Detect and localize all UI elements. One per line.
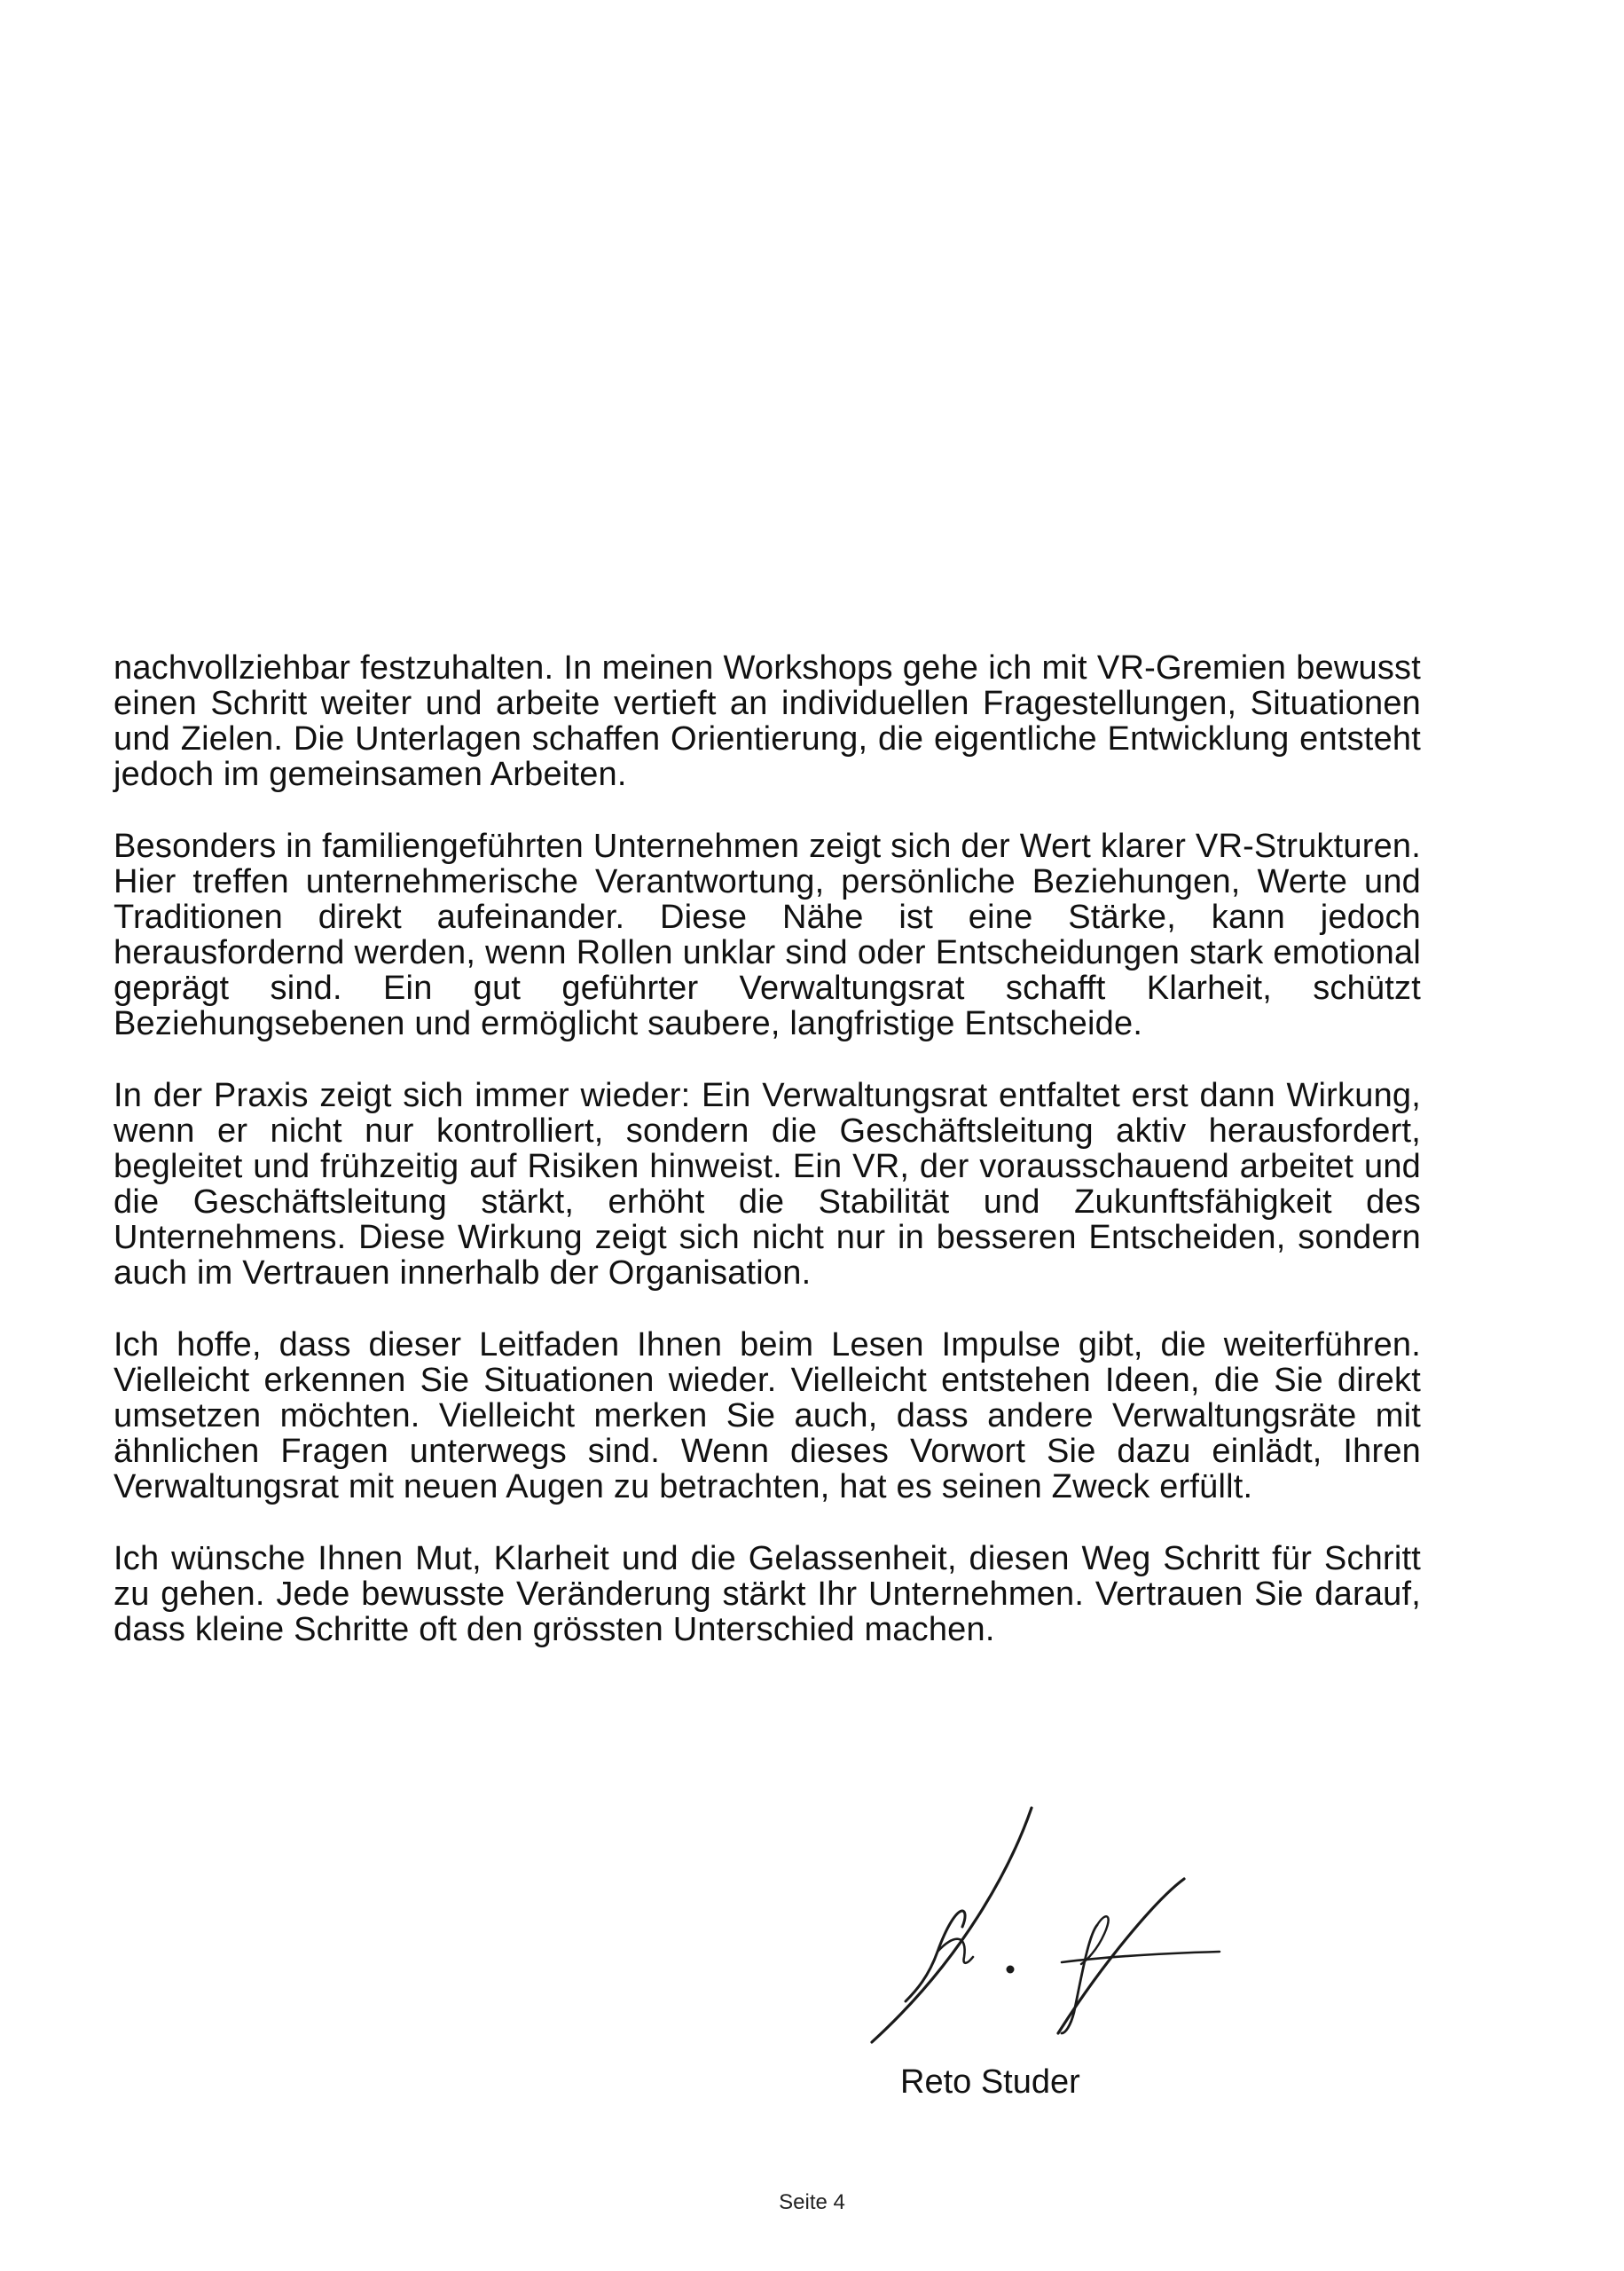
paragraph-1: nachvollziehbar festzuhalten. In meinen Workshops gehe ich mit VR-Gremien bewusst einen Schritt weiter und arbeite vertieft an individuellen Fragestellungen, Situationen und Zielen. Die Unterlagen schaffen Orientierung, die eigentliche Entwicklung entsteht jedoch im gemeinsamen Arbeiten. bbox=[114, 649, 1421, 793]
page-number: Seite 4 bbox=[779, 2190, 845, 2214]
signer-name: Reto Studer bbox=[900, 2063, 1080, 2101]
paragraph-4: Ich hoffe, dass dieser Leitfaden Ihnen beim Lesen Impulse gibt, die weiterführen. Vielleicht erkennen Sie Situationen wieder. Vielleicht entstehen Ideen, die Sie direkt umsetzen möchten. Vielleicht merken Sie auch, dass andere Verwaltungsräte mit ähnlichen Fragen unterwegs sind. Wenn dieses Vorwort Sie dazu einlädt, Ihren Verwaltungsrat mit neuen Augen zu betrachten, hat es seinen Zweck erfüllt. bbox=[114, 1326, 1421, 1505]
foreword-body bbox=[114, 650, 1421, 1647]
paragraph-3: In der Praxis zeigt sich immer wieder: Ein Verwaltungsrat entfaltet erst dann Wirkung, wenn er nicht nur kontrolliert, sondern die Geschäftsleitung aktiv herausfordert, begleitet und frühzeitig auf Risiken hinweist. Ein VR, der vorausschauend arbeitet und die Geschäftsleitung stärkt, erhöht die Stabilität und Zukunftsfähigkeit des Unternehmens. Diese Wirkung zeigt sich nicht nur in besseren Entscheiden, sondern auch im Vertrauen innerhalb der Organisation. bbox=[114, 1077, 1421, 1292]
paragraph-5: Ich wünsche Ihnen Mut, Klarheit und die Gelassenheit, diesen Weg Schritt für Schritt zu gehen. Jede bewusste Veränderung stärkt Ihr Unternehmen. Vertrauen Sie darauf, dass kleine Schritte oft den grössten Unterschied machen. bbox=[114, 1540, 1421, 1648]
paragraph-2: Besonders in familiengeführten Unternehmen zeigt sich der Wert klarer VR-Strukturen. Hier treffen unternehmerische Verantwortung, persönliche Beziehungen, Werte und Traditionen direkt aufeinander. Diese Nähe ist eine Stärke, kann jedoch herausfordernd werden, wenn Rollen unklar sind oder Entscheidungen stark emotional geprägt sind. Ein gut geführter Verwaltungsrat schafft Klarheit, schützt Beziehungsebenen und ermöglicht saubere, langfristige Entscheide. bbox=[114, 828, 1421, 1042]
signature-icon bbox=[865, 1801, 1237, 2049]
